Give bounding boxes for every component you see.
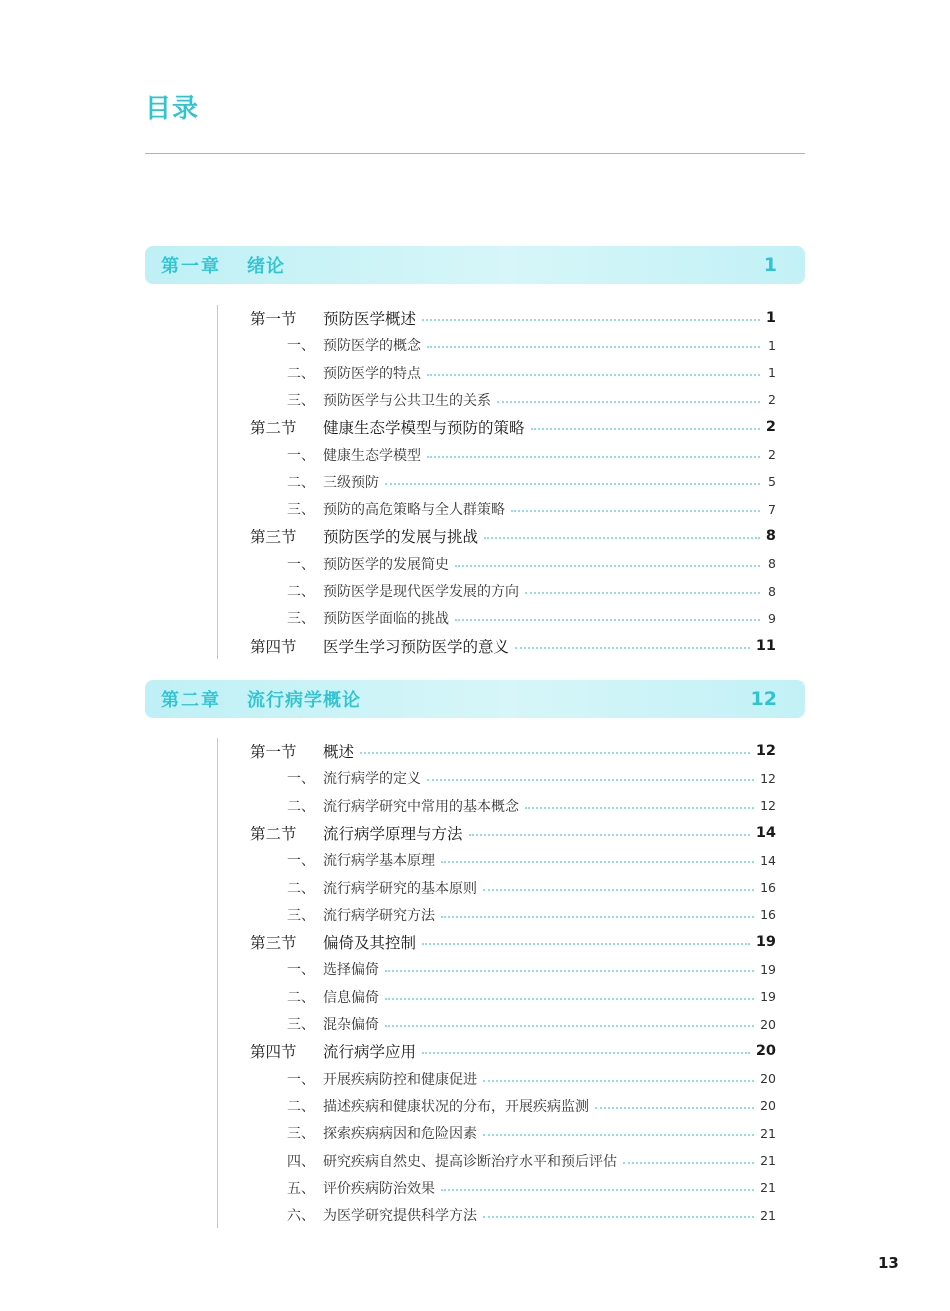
entry-number: 第四节 (250, 637, 297, 656)
entry-page: 16 (760, 907, 776, 923)
entry-number: 一、 (287, 556, 315, 573)
entry-number: 三、 (287, 907, 315, 924)
entry-page: 12 (755, 743, 776, 759)
entry-number: 第三节 (250, 528, 297, 547)
dot-leader (427, 346, 760, 348)
entry-page: 19 (760, 961, 776, 977)
toc-section[interactable] (250, 416, 776, 438)
toc-subsection[interactable] (287, 471, 776, 493)
dot-leader (515, 647, 750, 649)
entry-page: 20 (760, 1098, 776, 1114)
entry-page: 1 (768, 365, 776, 381)
entry-title: 描述疾病和健康状况的分布，开展疾病监测 (323, 1098, 589, 1115)
entry-number: 三、 (287, 611, 315, 628)
dot-leader (441, 916, 754, 918)
dot-leader (422, 943, 750, 945)
entry-title: 偏倚及其控制 (323, 934, 417, 953)
chapter-title: 流行病学概论 (247, 690, 361, 711)
entry-title: 评价疾病防治效果 (323, 1180, 435, 1197)
toc-subsection[interactable] (287, 498, 776, 520)
entry-number: 第三节 (250, 934, 297, 953)
entry-title: 医学生学习预防医学的意义 (323, 637, 510, 656)
toc-subsection[interactable] (287, 580, 776, 602)
dot-leader (441, 1189, 754, 1191)
entry-page: 7 (768, 501, 776, 517)
entry-title: 健康生态学模型与预防的策略 (323, 419, 525, 438)
entry-title: 预防医学概述 (323, 310, 417, 328)
dot-leader (525, 807, 754, 809)
toc-subsection[interactable] (287, 767, 776, 789)
entry-number: 三、 (287, 392, 315, 409)
chapter-page: 1 (763, 254, 777, 276)
entry-title: 混杂偏倚 (323, 1017, 379, 1033)
entry-number: 一、 (287, 338, 315, 355)
entry-number: 二、 (287, 584, 315, 600)
page-title: 目录 (145, 94, 200, 124)
entry-title: 预防医学的特点 (323, 365, 421, 382)
dot-leader (484, 537, 760, 539)
toc-subsection[interactable] (287, 1177, 776, 1199)
entry-title: 流行病学研究中常用的基本概念 (323, 798, 519, 815)
toc-subsection[interactable] (287, 1204, 776, 1226)
entry-number: 二、 (287, 880, 315, 897)
dot-leader (623, 1162, 754, 1164)
entry-page: 14 (755, 824, 776, 841)
chapter-rule (217, 738, 218, 1228)
dot-leader (441, 861, 754, 863)
dot-leader (595, 1107, 754, 1109)
chapter-heading[interactable] (145, 680, 805, 718)
entry-title: 预防医学面临的挑战 (323, 611, 449, 628)
dot-leader (385, 998, 754, 1000)
entry-number: 四、 (287, 1153, 315, 1170)
entry-title: 预防医学是现代医学发展的方向 (323, 584, 519, 600)
toc-section[interactable] (250, 1040, 776, 1062)
entry-title: 概述 (323, 743, 355, 761)
entry-number: 一、 (287, 1071, 315, 1088)
chapter-number: 第一章 (161, 256, 221, 277)
toc-section[interactable] (250, 740, 776, 762)
entry-title: 预防医学的发展简史 (323, 556, 449, 573)
entry-page: 1 (765, 310, 776, 326)
entry-page: 12 (760, 798, 776, 814)
page-number: 13 (878, 1254, 899, 1272)
entry-page: 19 (760, 989, 776, 1005)
entry-title: 探索疾病病因和危险因素 (323, 1126, 477, 1143)
entry-page: 21 (760, 1207, 776, 1223)
entry-title: 预防医学的概念 (323, 338, 421, 355)
entry-number: 第一节 (250, 743, 297, 761)
dot-leader (469, 834, 750, 836)
dot-leader (427, 779, 754, 781)
entry-title: 流行病学研究的基本原则 (323, 880, 477, 897)
toc-section[interactable] (250, 307, 776, 329)
entry-number: 第四节 (250, 1043, 297, 1062)
entry-number: 三、 (287, 1126, 315, 1143)
toc-section[interactable] (250, 931, 776, 953)
toc-subsection[interactable] (287, 389, 776, 411)
entry-page: 19 (755, 934, 776, 951)
dot-leader (385, 1025, 754, 1027)
entry-number: 二、 (287, 365, 315, 382)
entry-page: 1 (768, 337, 776, 353)
entry-title: 信息偏倚 (323, 989, 379, 1006)
toc-subsection[interactable] (287, 795, 776, 817)
entry-number: 二、 (287, 798, 315, 815)
entry-number: 第二节 (250, 419, 297, 438)
entry-title: 选择偏倚 (323, 962, 379, 979)
chapter-number: 第二章 (161, 690, 221, 711)
entry-title: 研究疾病自然史、提高诊断治疗水平和预后评估 (323, 1153, 617, 1170)
dot-leader (427, 456, 760, 458)
toc-subsection[interactable] (287, 334, 776, 356)
entry-number: 一、 (287, 962, 315, 979)
chapter-heading[interactable] (145, 246, 805, 284)
entry-page: 21 (760, 1153, 776, 1168)
entry-title: 流行病学原理与方法 (323, 824, 463, 843)
entry-page: 21 (760, 1180, 776, 1196)
dot-leader (385, 970, 754, 972)
entry-title: 预防医学的发展与挑战 (323, 528, 479, 547)
toc-subsection[interactable] (287, 607, 776, 629)
dot-leader (483, 1134, 754, 1136)
toc-subsection[interactable] (287, 904, 776, 926)
entry-page: 2 (768, 392, 776, 408)
entry-number: 第二节 (250, 824, 297, 843)
entry-number: 一、 (287, 447, 315, 464)
toc-subsection[interactable] (287, 1122, 776, 1144)
entry-page: 20 (760, 1016, 776, 1032)
entry-number: 三、 (287, 502, 315, 519)
entry-title: 流行病学研究方法 (323, 907, 435, 924)
entry-title: 健康生态学模型 (323, 447, 421, 464)
dot-leader (483, 889, 754, 891)
chapter-page: 12 (750, 688, 777, 710)
dot-leader (385, 483, 760, 485)
entry-title: 开展疾病防控和健康促进 (323, 1071, 477, 1088)
entry-page: 8 (768, 583, 776, 599)
toc-section[interactable] (250, 525, 776, 547)
entry-page: 8 (768, 556, 776, 572)
entry-page: 8 (765, 528, 776, 545)
chapter-rule (217, 305, 218, 659)
toc-subsection[interactable] (287, 1150, 776, 1172)
entry-title: 流行病学的定义 (323, 771, 421, 788)
entry-number: 五、 (287, 1180, 315, 1197)
entry-title: 为医学研究提供科学方法 (323, 1208, 477, 1225)
toc-section[interactable] (250, 822, 776, 844)
dot-leader (455, 619, 760, 621)
entry-page: 2 (765, 419, 776, 436)
chapter-title: 绪论 (247, 256, 285, 277)
dot-leader (427, 374, 760, 376)
entry-number: 一、 (287, 771, 315, 788)
entry-page: 12 (760, 770, 776, 786)
entry-page: 9 (768, 610, 776, 626)
toc-subsection[interactable] (287, 362, 776, 384)
toc-subsection[interactable] (287, 1068, 776, 1090)
toc-subsection[interactable] (287, 877, 776, 899)
entry-title: 预防的高危策略与全人群策略 (323, 502, 505, 519)
entry-page: 16 (760, 880, 776, 895)
entry-number: 二、 (287, 989, 315, 1006)
title-divider (145, 153, 805, 154)
dot-leader (511, 510, 760, 512)
entry-page: 5 (768, 474, 776, 490)
entry-number: 三、 (287, 1017, 315, 1033)
dot-leader (455, 565, 760, 567)
entry-page: 2 (768, 447, 776, 462)
entry-number: 二、 (287, 1098, 315, 1115)
dot-leader (497, 401, 760, 403)
entry-number: 第一节 (250, 310, 297, 328)
toc-subsection[interactable] (287, 986, 776, 1008)
dot-leader (531, 428, 760, 430)
dot-leader (360, 752, 750, 754)
entry-page: 20 (755, 1043, 776, 1060)
entry-page: 14 (760, 852, 776, 868)
entry-title: 流行病学应用 (323, 1043, 417, 1062)
dot-leader (483, 1216, 754, 1218)
entry-page: 20 (760, 1071, 776, 1087)
entry-number: 六、 (287, 1208, 315, 1225)
dot-leader (422, 319, 760, 321)
entry-title: 流行病学基本原理 (323, 853, 435, 870)
entry-number: 二、 (287, 474, 315, 491)
entry-page: 11 (755, 637, 776, 654)
entry-number: 一、 (287, 853, 315, 870)
entry-title: 三级预防 (323, 474, 379, 491)
toc-subsection[interactable] (287, 553, 776, 575)
entry-page: 21 (760, 1125, 776, 1141)
toc-subsection[interactable] (287, 849, 776, 871)
entry-title: 预防医学与公共卫生的关系 (323, 392, 491, 409)
toc-subsection[interactable] (287, 958, 776, 980)
dot-leader (422, 1052, 750, 1054)
dot-leader (525, 592, 760, 594)
dot-leader (483, 1080, 754, 1082)
toc-subsection[interactable] (287, 444, 776, 466)
toc-subsection[interactable] (287, 1013, 776, 1035)
toc-subsection[interactable] (287, 1095, 776, 1117)
toc-section[interactable] (250, 635, 776, 657)
